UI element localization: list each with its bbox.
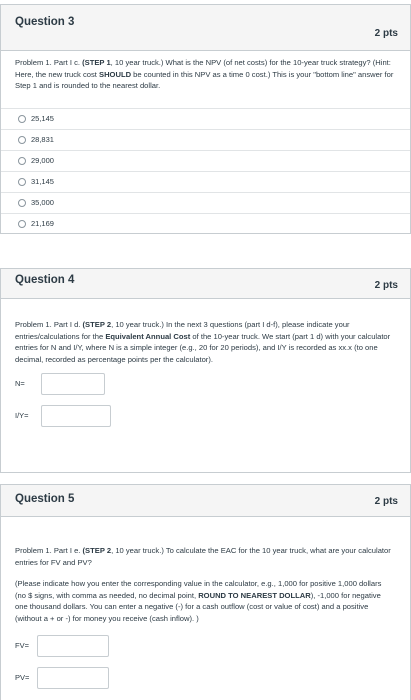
answer-option[interactable] — [1, 171, 410, 192]
q5-text-part: , 10 year truck.) To calculate the EAC for the 10 year truck, what are your calculator entries for FV and PV? — [15, 546, 391, 567]
q4-text-bold: Equivalent Annual Cost — [105, 331, 191, 341]
q3-text-bold: SHOULD — [99, 69, 132, 79]
question-5-header — [1, 485, 410, 517]
question-4-text — [15, 319, 394, 365]
q4-text-part: of the 10-year truck. We start (part 1 d) with your calculator entries for N and I/Y, where N is a simple integer (e.g., 20 for 20 periods), and I/Y is recorded as xx.x (to one decimal, recorded as percentage points per the calculator). — [15, 331, 391, 364]
q5-text-part: Problem 1. Part I e. — [15, 546, 83, 555]
pv-input[interactable] — [37, 667, 109, 689]
q5-text-part: ), -1,000 for negative one thousand dollars. You can enter a negative (-) for a cash outflow (cost or value of cost) and a positive (without a + or -) for money you receive (cash inflow). ) — [15, 590, 381, 623]
question-4-card — [0, 268, 411, 473]
question-3-points: 2 pts — [374, 28, 398, 39]
answer-option[interactable] — [1, 213, 410, 234]
question-3-header — [1, 5, 410, 51]
q4-text-part: , 10 year truck.) In the next 3 questions (part I d-f), please indicate your entries/calculations for the — [15, 320, 350, 341]
answer-label: 29,000 — [31, 156, 54, 165]
n-field-label: N= — [15, 379, 25, 388]
question-3-title: Question 3 — [15, 16, 75, 28]
question-4-title: Question 4 — [15, 274, 75, 286]
q5-text-bold: (STEP 2 — [82, 546, 112, 555]
question-5-points: 2 pts — [374, 496, 398, 507]
fv-field-label: FV= — [15, 641, 29, 650]
question-4-points: 2 pts — [374, 280, 398, 291]
question-3-answers — [1, 108, 410, 234]
q4-text-part: Problem 1. Part I d. — [15, 320, 83, 329]
question-5-text — [15, 545, 394, 568]
answer-label: 28,831 — [31, 135, 54, 144]
radio-button[interactable] — [18, 199, 26, 207]
answer-option[interactable] — [1, 150, 410, 171]
pv-field-label: PV= — [15, 673, 30, 682]
n-input[interactable] — [41, 373, 105, 395]
answer-label: 31,145 — [31, 177, 54, 186]
radio-button[interactable] — [18, 136, 26, 144]
answer-label: 25,145 — [31, 114, 54, 123]
q3-text-part: be counted in this NPV as a time 0 cost.) This is your "bottom line" answer for Step 1 and is rounded to the nearest dollar. — [15, 69, 394, 90]
answer-label: 35,000 — [31, 198, 54, 207]
question-3-text — [15, 57, 394, 92]
radio-button[interactable] — [18, 178, 26, 186]
answer-option[interactable] — [1, 192, 410, 213]
radio-button[interactable] — [18, 115, 26, 123]
question-5-instructions — [15, 578, 394, 624]
radio-button[interactable] — [18, 157, 26, 165]
q3-text-part: , 10 year truck.) What is the NPV (of net costs) for the 10-year truck strategy? (Hint: Here, the new truck cost — [15, 58, 391, 79]
question-5-title: Question 5 — [15, 493, 75, 505]
q5-text-bold: ROUND TO NEAREST DOLLAR — [198, 590, 311, 600]
answer-label: 21,169 — [31, 219, 54, 228]
q5-text-part: (Please indicate how you enter the corresponding value in the calculator, e.g., 1,000 for positive 1,000 dollars (no $ signs, with comma as needed, no decimal point, — [15, 579, 382, 600]
iy-input[interactable] — [41, 405, 111, 427]
q4-text-bold: (STEP 2 — [82, 320, 112, 329]
fv-input[interactable] — [37, 635, 109, 657]
answer-option[interactable] — [1, 108, 410, 129]
q3-text-bold: (STEP 1 — [82, 58, 111, 67]
iy-field-label: I/Y= — [15, 411, 29, 420]
question-4-header — [1, 269, 410, 299]
q3-text-part: Problem 1. Part I c. — [15, 58, 83, 67]
question-5-card — [0, 484, 411, 700]
question-3-card — [0, 4, 411, 234]
answer-option[interactable] — [1, 129, 410, 150]
radio-button[interactable] — [18, 220, 26, 228]
